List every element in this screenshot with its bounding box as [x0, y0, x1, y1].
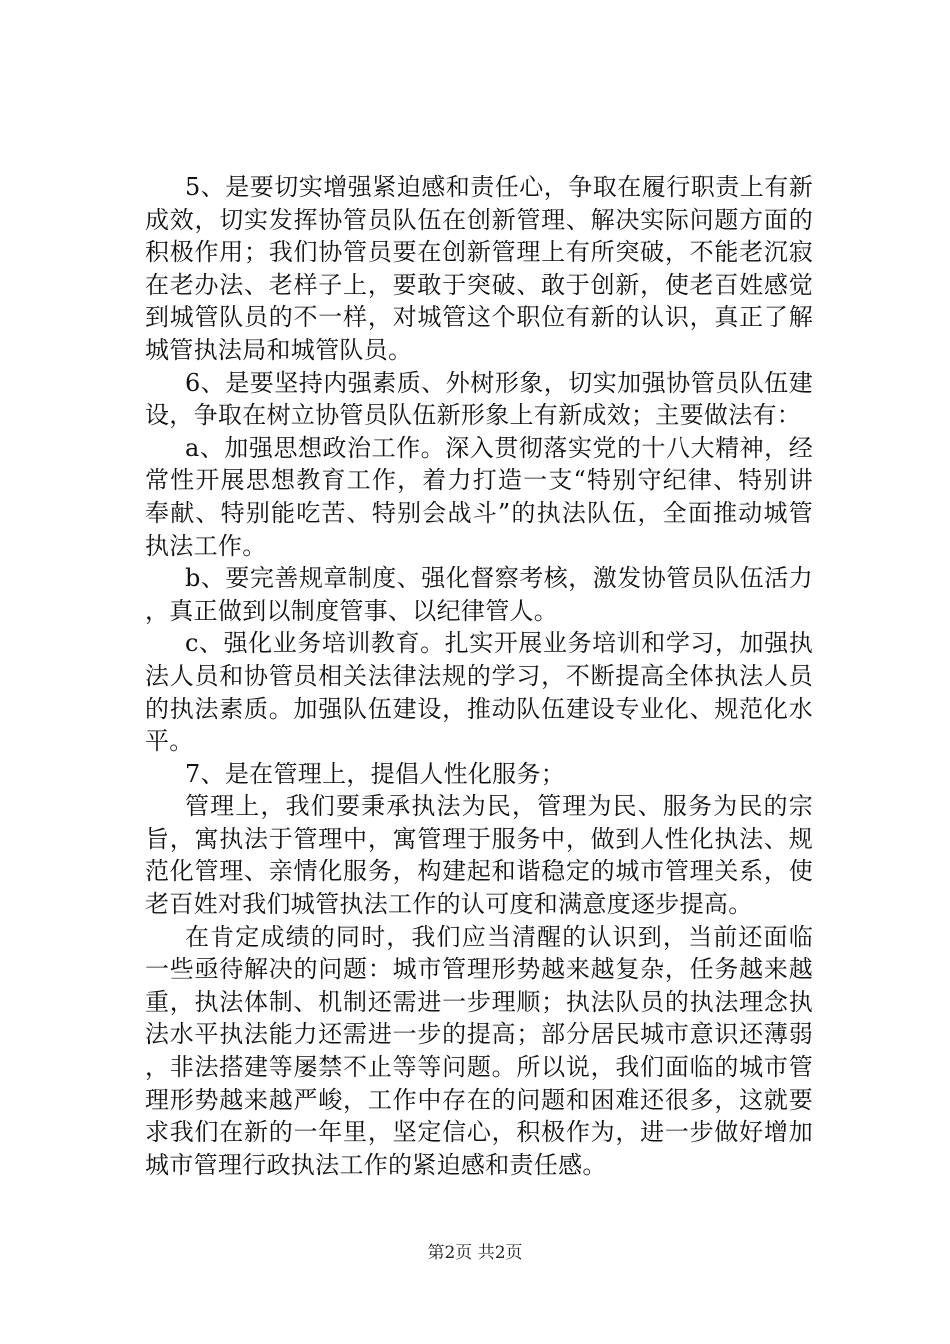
paragraph-item-6a: a、加强思想政治工作。深入贯彻落实党的十八大精神，经常性开展思想教育工作，着力打造一支“特别守纪律、特别讲奉献、特别能吃苦、特别会战斗”的执法队伍，全面推动城管执法工作。: [145, 433, 813, 560]
paragraph-management: 管理上，我们要秉承执法为民，管理为民、服务为民的宗旨，寓执法于管理中，寓管理于服务中，做到人性化执法、规范化管理、亲情化服务，构建起和谐稳定的城市管理关系，使老百姓对我们城管执法工作的认可度和满意度逐步提高。: [145, 792, 813, 919]
document-body: [145, 171, 813, 1181]
paragraph-item-6b: b、要完善规章制度、强化督察考核，激发协管员队伍活力，真正做到以制度管事、以纪律管人。: [145, 564, 813, 625]
paragraph-item-6c: c、强化业务培训教育。扎实开展业务培训和学习，加强执法人员和协管员相关法律法规的学习，不断提高全体执法人员的执法素质。加强队伍建设，推动队伍建设专业化、规范化水平。: [145, 629, 813, 756]
paragraph-item-5: 5、是要切实增强紧迫感和责任心，争取在履行职责上有新成效，切实发挥协管员队伍在创新管理、解决实际问题方面的积极作用；我们协管员要在创新管理上有所突破，不能老沉寂在老办法、老样子上，要敢于突破、敢于创新，使老百姓感觉到城管队员的不一样，对城管这个职位有新的认识，真正了解城管执法局和城管队员。: [145, 173, 813, 364]
page-number-footer: 第2页 共2页: [427, 1243, 523, 1263]
paragraph-item-7: 7、是在管理上，提倡人性化服务；: [185, 759, 566, 788]
paragraph-conclusion: 在肯定成绩的同时，我们应当清醒的认识到，当前还面临一些亟待解决的问题：城市管理形势越来越复杂，任务越来越重，执法体制、机制还需进一步理顺；执法队员的执法理念执法水平执法能力还需进一步的提高；部分居民城市意识还薄弱，非法搭建等屡禁不止等等问题。所以说，我们面临的城市管理形势越来越严峻，工作中存在的问题和困难还很多，这就要求我们在新的一年里，坚定信心，积极作为，进一步做好增加城市管理行政执法工作的紧迫感和责任感。: [145, 922, 813, 1179]
paragraph-item-6: 6、是要坚持内强素质、外树形象，切实加强协管员队伍建设，争取在树立协管员队伍新形象上有新成效；主要做法有：: [145, 368, 813, 430]
